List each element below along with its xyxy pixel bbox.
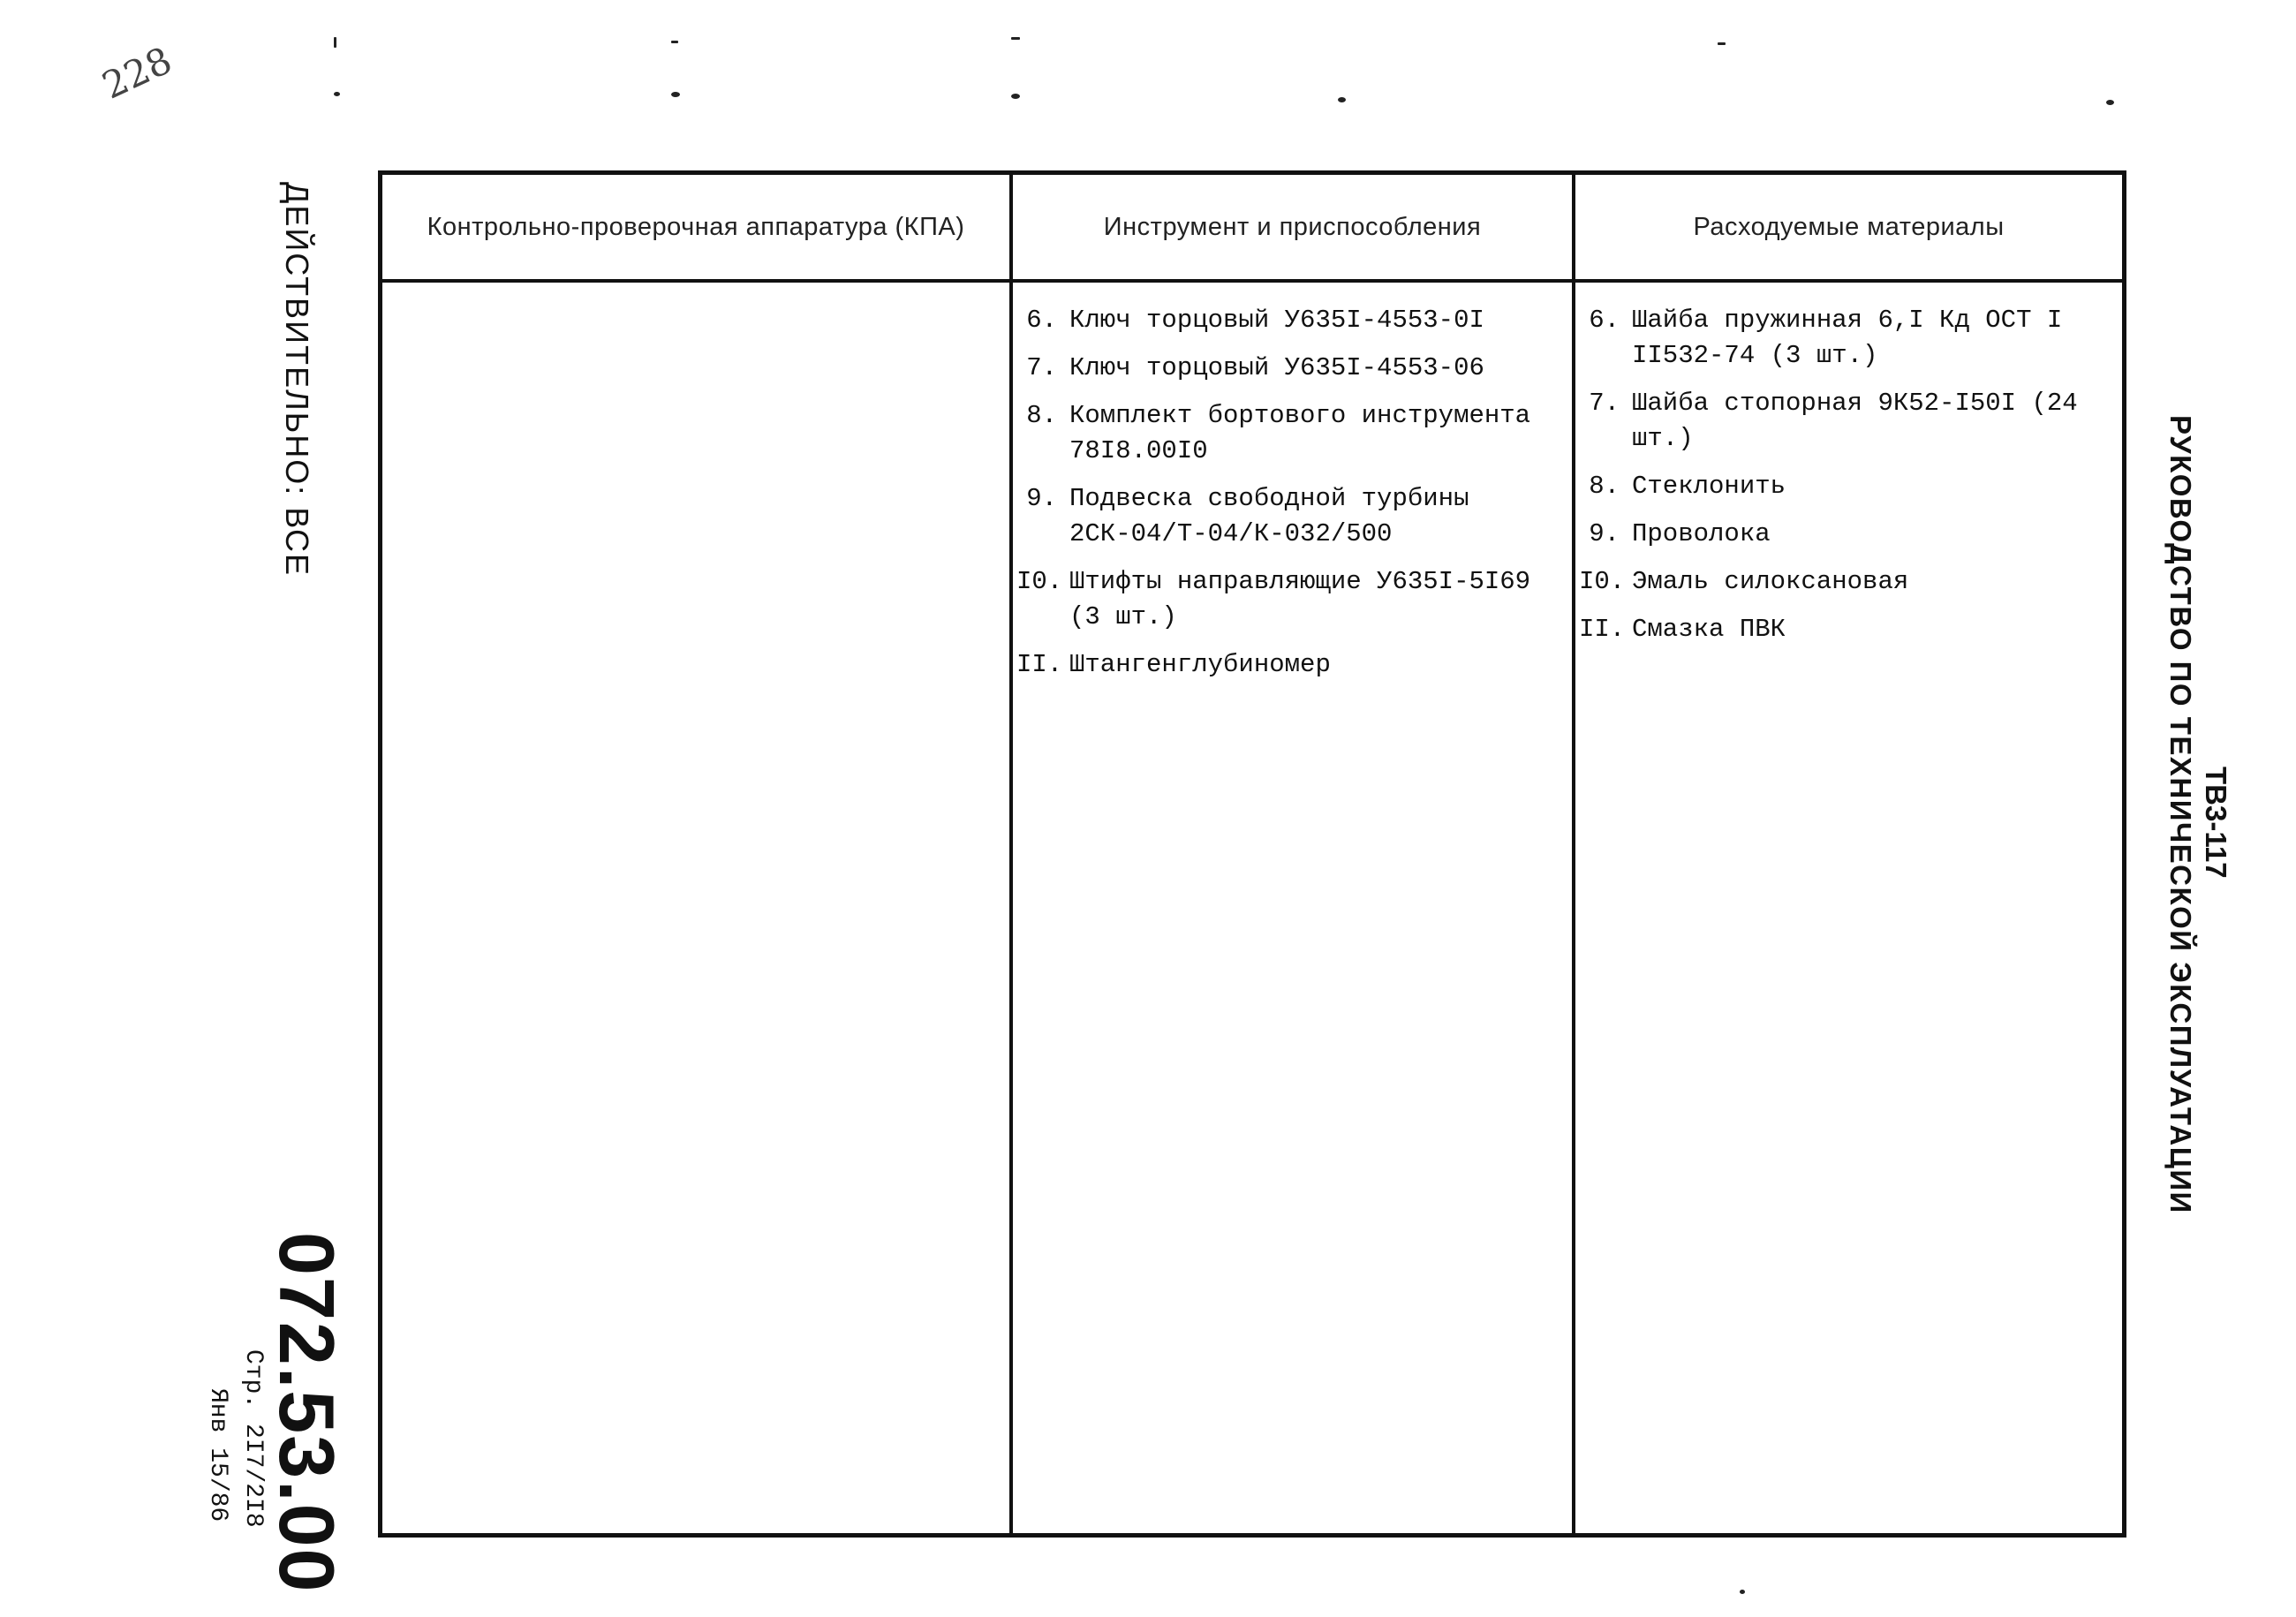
item-text: Ключ торцовый У635I-4553-0I xyxy=(1069,306,1484,335)
header-tools: Инструмент и приспособления xyxy=(1103,212,1482,241)
header-test-equipment: Контрольно-проверочная аппаратура (КПА) xyxy=(427,212,965,241)
material-item xyxy=(1579,469,2122,504)
scan-speck xyxy=(1011,94,1020,99)
item-text: Смазка ПВК xyxy=(1632,615,1786,644)
handwritten-note: 228 xyxy=(95,38,178,108)
item-text: Комплект бортового инструмента 78I8.00I0 xyxy=(1069,401,1531,465)
material-item xyxy=(1579,517,2122,552)
tool-item xyxy=(1016,351,1568,386)
scan-speck xyxy=(334,92,340,96)
item-number: 7. xyxy=(1026,353,1057,382)
equipment-table xyxy=(378,170,2126,1538)
material-item xyxy=(1579,386,2122,457)
item-number: 8. xyxy=(1026,401,1057,430)
scan-speck xyxy=(671,41,678,43)
header-divider xyxy=(382,279,2122,283)
page-reference: Стр. 2I7/2I8 xyxy=(239,1349,267,1528)
materials-column xyxy=(1579,303,2122,660)
material-item xyxy=(1579,564,2122,600)
item-text: Стеклонить xyxy=(1632,472,1786,501)
page-date: Янв 15/86 xyxy=(204,1388,231,1523)
column-divider xyxy=(1572,175,1575,1533)
item-text: Шайба стопорная 9К52-I50I (24 шт.) xyxy=(1632,389,2078,453)
scan-speck xyxy=(671,92,680,97)
item-number: I0. xyxy=(1579,567,1626,596)
item-number: 6. xyxy=(1026,306,1057,335)
item-text: Шайба пружинная 6,I Кд ОСТ I II532-74 (3 шт.) xyxy=(1632,306,2063,370)
tool-item xyxy=(1016,303,1568,338)
item-text: Штангенглубиномер xyxy=(1069,650,1331,679)
item-number: 9. xyxy=(1589,519,1620,548)
tools-column xyxy=(1016,303,1568,695)
item-number: I0. xyxy=(1016,567,1063,596)
scan-speck xyxy=(334,37,336,48)
scan-speck xyxy=(1740,1590,1745,1594)
manual-title: РУКОВОДСТВО ПО ТЕХНИЧЕСКОЙ ЭКСПЛУАТАЦИИ xyxy=(2164,415,2197,1214)
scan-speck xyxy=(1338,97,1346,102)
item-number: 9. xyxy=(1026,484,1057,513)
material-item xyxy=(1579,612,2122,647)
document-number: 072.53.00 xyxy=(263,1232,351,1594)
item-number: II. xyxy=(1579,615,1626,644)
scan-speck xyxy=(1011,37,1020,40)
validity-label: ДЕЙСТВИТЕЛЬНО: ВСЕ xyxy=(279,182,315,578)
item-text: Подвеска свободной турбины 2СК-04/Т-04/К-032/500 xyxy=(1069,484,1469,548)
scan-speck xyxy=(2106,100,2114,105)
header-materials: Расходуемые материалы xyxy=(1693,212,2005,241)
material-item xyxy=(1579,303,2122,374)
tool-item xyxy=(1016,564,1568,635)
scan-speck xyxy=(1718,42,1726,45)
item-text: Штифты направляющие У635I-5I69 (3 шт.) xyxy=(1069,567,1531,631)
tool-item xyxy=(1016,398,1568,469)
item-number: II. xyxy=(1016,650,1063,679)
item-text: Проволока xyxy=(1632,519,1771,548)
tool-item xyxy=(1016,647,1568,683)
item-number: 6. xyxy=(1589,306,1620,335)
item-number: 7. xyxy=(1589,389,1620,418)
item-number: 8. xyxy=(1589,472,1620,501)
tool-item xyxy=(1016,481,1568,552)
item-text: Эмаль силоксановая xyxy=(1632,567,1909,596)
item-text: Ключ торцовый У635I-4553-06 xyxy=(1069,353,1484,382)
column-divider xyxy=(1009,175,1013,1533)
engine-model: ТВ3-117 xyxy=(2200,767,2232,879)
